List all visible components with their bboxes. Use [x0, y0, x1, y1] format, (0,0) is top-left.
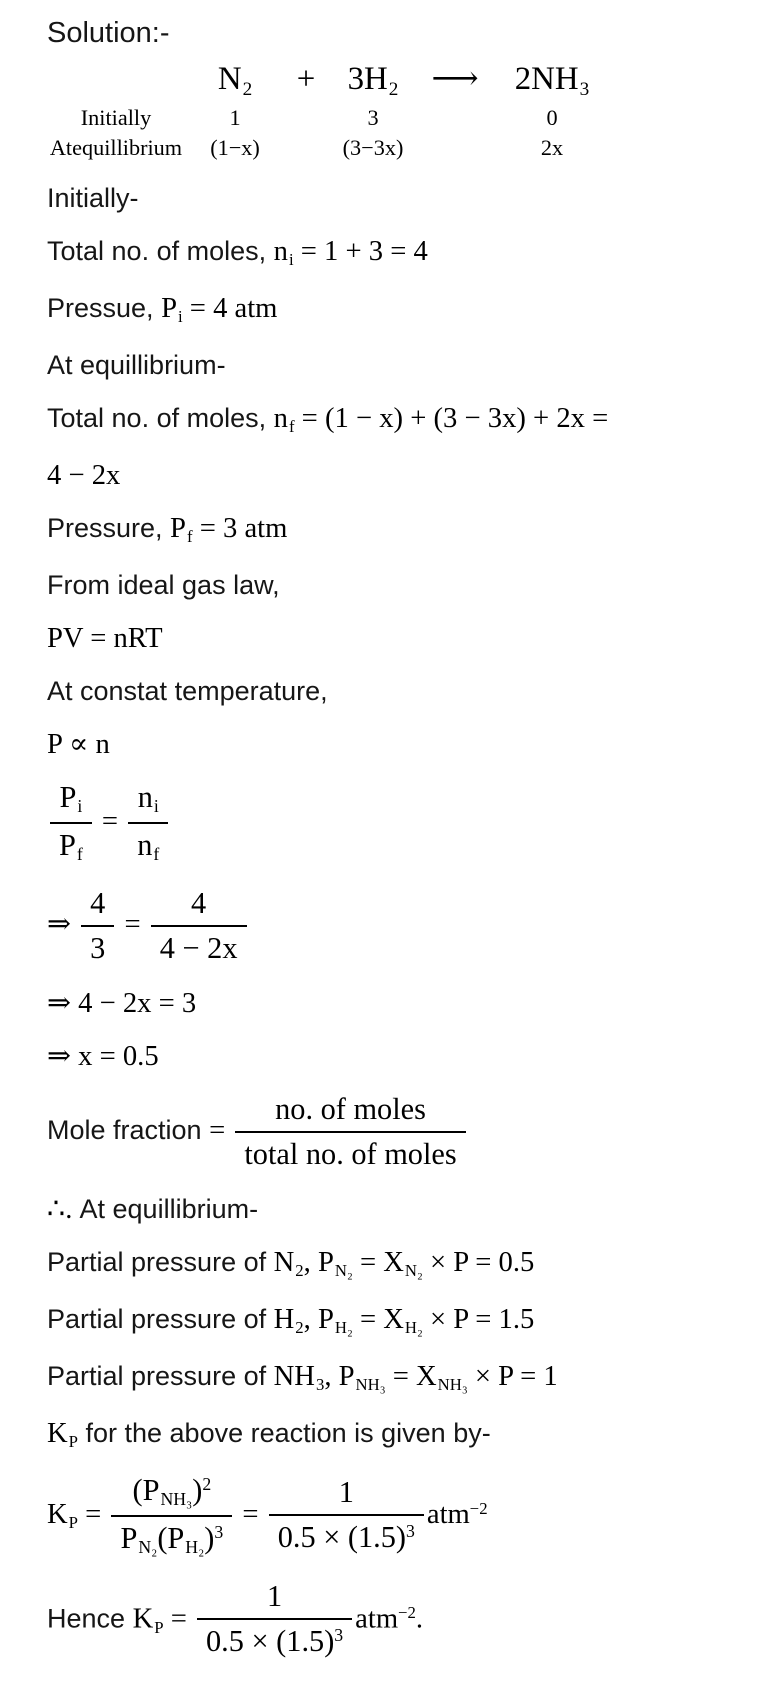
- superscript: −2: [398, 1603, 416, 1623]
- reaction-equation-cell: [491, 60, 613, 103]
- math-segment: N: [217, 61, 242, 97]
- math-segment: Atequillibrium: [49, 135, 183, 160]
- text-segment: Partial pressure of: [47, 1247, 274, 1277]
- superscript: 3: [334, 1625, 344, 1646]
- math-segment: = 4 atm: [182, 292, 278, 324]
- math-segment: P: [59, 828, 76, 862]
- fraction-numerator: [258, 1579, 291, 1618]
- reaction-equation-cell: [285, 60, 327, 103]
- reaction-row-value: [185, 133, 285, 163]
- math-segment: =: [209, 1114, 233, 1147]
- fraction: [235, 1092, 465, 1172]
- fraction: [269, 1475, 424, 1558]
- reaction-row-value: [327, 133, 419, 163]
- math-segment: no. of moles: [275, 1092, 426, 1126]
- subscript: H₂: [185, 1537, 205, 1558]
- text-segment: Mole fraction: [47, 1115, 210, 1146]
- reaction-row-value: [491, 103, 613, 133]
- fraction-numerator: [123, 1473, 220, 1515]
- math-segment: 3H: [347, 61, 388, 97]
- solution-line: [47, 181, 751, 215]
- fraction-numerator: [330, 1475, 363, 1514]
- superscript: 3: [214, 1522, 224, 1543]
- math-segment: 0.5 × (1.5): [206, 1624, 335, 1658]
- math-segment: 0.5 × (1.5): [277, 1519, 407, 1554]
- math-segment: K: [47, 1498, 68, 1531]
- superscript: 3: [406, 1520, 415, 1541]
- solution-line: [47, 886, 751, 966]
- math-segment: atm: [426, 1498, 470, 1531]
- math-segment: 1: [267, 1579, 283, 1613]
- text-segment: From ideal gas law,: [47, 570, 280, 600]
- math-segment: n: [273, 402, 288, 434]
- reaction-row-value: [419, 133, 491, 163]
- solution-line: [47, 568, 751, 602]
- fraction: [81, 886, 114, 966]
- math-segment: total no. of moles: [244, 1137, 457, 1171]
- math-segment: 1: [229, 105, 241, 130]
- math-segment: =: [94, 805, 126, 838]
- math-segment: 0: [546, 105, 558, 130]
- solution-line: [47, 1039, 751, 1073]
- fraction-denominator: [269, 1514, 424, 1558]
- math-segment: , P: [303, 1246, 334, 1278]
- math-segment: = X: [352, 1246, 404, 1278]
- subscript: H₂: [334, 1318, 353, 1338]
- math-segment: 1: [338, 1474, 354, 1509]
- math-segment: PV = nRT: [47, 622, 163, 654]
- subscript: f: [76, 844, 83, 865]
- subscript: P: [68, 1513, 78, 1533]
- reaction-row-value: [327, 103, 419, 133]
- subscript: 2: [242, 78, 253, 100]
- solution-line: [47, 511, 751, 549]
- solution-lines: [47, 181, 751, 1662]
- subscript: 2: [295, 1261, 304, 1281]
- text-segment: Pressue,: [47, 293, 162, 323]
- solution-line: [47, 234, 751, 272]
- math-segment: P: [120, 1521, 138, 1555]
- fraction: [197, 1579, 352, 1662]
- fraction-numerator: [81, 886, 114, 925]
- math-segment: 4 − 2x: [159, 931, 238, 965]
- math-segment: ∴.: [47, 1193, 80, 1225]
- math-segment: n: [273, 235, 288, 267]
- solution-line: [47, 674, 751, 708]
- subscript: H₂: [404, 1318, 423, 1338]
- math-segment: , P: [303, 1303, 334, 1335]
- text-segment: At equillibrium-: [79, 1194, 259, 1224]
- math-segment: ⇒: [47, 908, 79, 941]
- subscript: 2: [295, 1318, 304, 1338]
- superscript: 2: [202, 1474, 212, 1495]
- math-segment: = X: [385, 1360, 437, 1392]
- subscript: NH₃: [437, 1375, 468, 1395]
- reaction-row-value: [491, 133, 613, 163]
- math-segment: H: [273, 1303, 295, 1335]
- math-segment: P: [161, 292, 177, 324]
- reaction-row-value: [419, 103, 491, 133]
- solution-line: [47, 291, 751, 329]
- subscript: N₂: [138, 1537, 158, 1558]
- reaction-row-value: [285, 103, 327, 133]
- math-segment: (P: [157, 1521, 185, 1555]
- subscript: 3: [315, 1375, 325, 1395]
- subscript: f: [153, 844, 160, 865]
- math-segment: 4: [90, 886, 106, 920]
- math-segment: N: [273, 1246, 295, 1278]
- math-segment: P ∝ n: [47, 728, 110, 760]
- fraction-numerator: [50, 780, 91, 822]
- subscript: NH₃: [160, 1489, 193, 1510]
- text-segment: At equillibrium-: [47, 350, 226, 380]
- reaction-equation-cell: [47, 60, 185, 103]
- fraction-denominator: [50, 822, 92, 866]
- superscript: −2: [469, 1498, 488, 1518]
- math-segment: , P: [324, 1360, 355, 1392]
- math-segment: ⇒ 4 − 2x = 3: [47, 987, 197, 1019]
- fraction-numerator: [182, 886, 215, 925]
- subscript: f: [288, 417, 295, 437]
- reaction-row-value: [285, 133, 327, 163]
- math-segment: = 3 atm: [192, 512, 288, 544]
- math-segment: =: [235, 1498, 266, 1531]
- subscript: i: [77, 796, 83, 817]
- math-segment: 3: [90, 931, 106, 965]
- reaction-row-value: [185, 103, 285, 133]
- fraction-denominator: [111, 1515, 232, 1559]
- math-segment: 4: [191, 886, 207, 920]
- solution-line: [47, 986, 751, 1020]
- reaction-equation-cell: [185, 60, 285, 103]
- fraction-numerator: [266, 1092, 435, 1131]
- text-segment: Initially-: [47, 183, 139, 213]
- subscript: 3: [579, 78, 590, 100]
- text-segment: Total no. of moles,: [47, 403, 274, 433]
- subscript: N₂: [334, 1261, 353, 1281]
- fraction-numerator: [129, 780, 168, 822]
- solution-line: [47, 1416, 751, 1454]
- math-segment: ): [192, 1473, 203, 1507]
- text-segment: Partial pressure of: [47, 1304, 274, 1334]
- subscript: NH₃: [355, 1375, 386, 1395]
- math-segment: NH: [273, 1360, 315, 1392]
- math-segment: ⟶: [431, 61, 479, 97]
- math-segment: 3: [367, 105, 379, 130]
- math-segment: =: [77, 1498, 109, 1531]
- math-segment: P: [59, 780, 77, 814]
- math-segment: = (1 − x) + (3 − 3x) + 2x =: [294, 402, 609, 434]
- subscript: 2: [388, 78, 399, 100]
- solution-title: Solution:-: [47, 17, 170, 49]
- math-segment: n: [137, 780, 153, 814]
- text-segment: At constat temperature,: [47, 676, 328, 706]
- solution-line: [47, 1245, 751, 1283]
- math-segment: 4 − 2x: [47, 459, 121, 491]
- subscript: N₂: [404, 1261, 423, 1281]
- solution-line: [47, 1192, 751, 1226]
- fraction-denominator: [235, 1131, 465, 1172]
- fraction-denominator: [151, 925, 247, 966]
- math-segment: (1−x): [210, 135, 260, 160]
- math-segment: Initially: [80, 105, 152, 130]
- subscript: i: [177, 307, 183, 327]
- math-segment: 2NH: [514, 61, 579, 97]
- math-segment: P: [170, 512, 186, 544]
- math-segment: 2x: [540, 135, 564, 160]
- math-segment: × P = 0.5: [422, 1246, 535, 1278]
- solution-line: [47, 401, 751, 439]
- text-segment: Total no. of moles,: [47, 236, 274, 266]
- solution-line: [47, 621, 751, 655]
- text-segment: Pressure,: [47, 513, 171, 543]
- fraction: [50, 780, 92, 866]
- text-segment: for the above reaction is given by-: [77, 1418, 491, 1448]
- math-segment: K: [47, 1417, 68, 1449]
- solution-line: [47, 727, 751, 761]
- solution-line: [47, 348, 751, 382]
- solution-line: [47, 1359, 751, 1397]
- reaction-equation-cell: [419, 60, 491, 103]
- fraction-denominator: [81, 925, 114, 966]
- solution-line: [47, 1302, 751, 1340]
- reaction-table: [47, 60, 751, 163]
- fraction: [151, 886, 247, 966]
- math-segment: (P: [132, 1473, 160, 1507]
- subscript: f: [186, 527, 193, 547]
- solution-line: [47, 458, 751, 492]
- math-segment: n: [137, 828, 153, 862]
- math-segment: .: [415, 1602, 424, 1635]
- fraction: [128, 780, 168, 866]
- subscript: P: [68, 1432, 78, 1452]
- math-segment: atm: [355, 1602, 399, 1635]
- text-segment: Partial pressure of: [47, 1361, 274, 1391]
- math-segment: ): [204, 1521, 215, 1555]
- math-segment: = 1 + 3 = 4: [293, 235, 428, 267]
- math-segment: × P = 1.5: [422, 1303, 535, 1335]
- reaction-row-label: [47, 103, 185, 133]
- math-segment: ⇒ x = 0.5: [47, 1040, 159, 1072]
- solution-line: [47, 1473, 751, 1559]
- math-segment: =: [163, 1602, 194, 1635]
- subscript: P: [154, 1617, 164, 1637]
- math-segment: = X: [352, 1303, 404, 1335]
- math-segment: K: [132, 1602, 154, 1635]
- fraction-denominator: [197, 1618, 352, 1662]
- text-segment: Hence: [47, 1603, 133, 1634]
- math-segment: =: [117, 908, 148, 941]
- math-segment: +: [296, 61, 316, 97]
- solution-line: [47, 780, 751, 866]
- reaction-row-label: [47, 133, 185, 163]
- fraction-denominator: [128, 822, 168, 866]
- solution-line: [47, 1579, 751, 1662]
- solution-line: [47, 1092, 751, 1172]
- reaction-equation-cell: [327, 60, 419, 103]
- math-segment: (3−3x): [342, 135, 404, 160]
- math-segment: × P = 1: [467, 1360, 558, 1392]
- subscript: i: [288, 250, 294, 270]
- fraction: [111, 1473, 232, 1559]
- subscript: i: [153, 796, 159, 817]
